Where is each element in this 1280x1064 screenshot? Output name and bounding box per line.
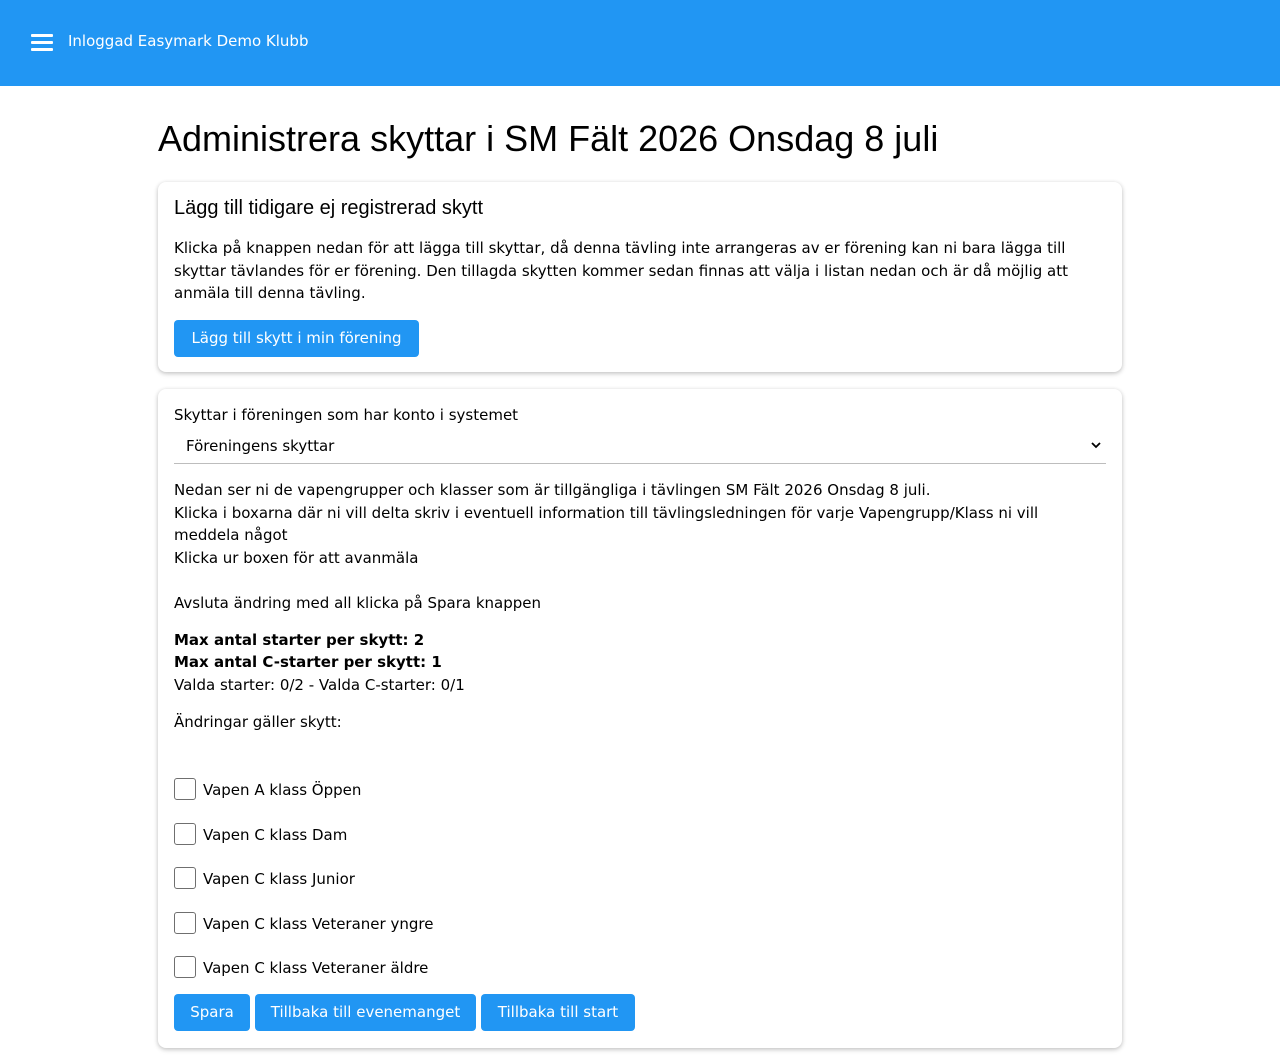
instruction-line: Klicka i boxarna där ni vill delta skriv i eventuell information till tävlingsledningen för varje Vapengrupp/Klass ni vill meddela något bbox=[174, 503, 1039, 544]
max-c-starts-text: Max antal C-starter per skytt: 1 bbox=[174, 653, 442, 671]
shooter-select-value: Föreningens skyttar bbox=[186, 437, 335, 455]
instruction-line: Avsluta ändring med all klicka på Spara knappen bbox=[174, 593, 542, 612]
back-to-event-button[interactable]: Tillbaka till evenemanget bbox=[255, 994, 476, 1031]
instruction-line: Nedan ser ni de vapengrupper och klasser som är tillgängliga i tävlingen SM Fält 2026 Onsdag 8 juli. bbox=[174, 481, 931, 499]
shooters-card bbox=[158, 389, 1122, 1048]
add-shooter-card bbox=[158, 182, 1122, 372]
class-checkbox[interactable] bbox=[174, 867, 196, 889]
add-shooter-description: Klicka på knappen nedan för att lägga till skyttar, då denna tävling inte arrangeras av er förening kan ni bara lägga till skyttar tävlandes för er förening. Den tillagda skytten kommer sedan finnas att välja i listan nedan och är då möjlig att anmäla till denna tävling. bbox=[174, 239, 1069, 302]
class-checkbox-label: Vapen A klass Öppen bbox=[203, 781, 362, 799]
max-starts-text: Max antal starter per skytt: 2 bbox=[174, 631, 425, 649]
class-checkbox-label: Vapen C klass Veteraner äldre bbox=[203, 959, 429, 977]
save-button[interactable]: Spara bbox=[174, 994, 250, 1031]
class-checkbox[interactable] bbox=[174, 956, 196, 978]
class-checkbox[interactable] bbox=[174, 912, 196, 934]
instruction-line: Klicka ur boxen för att avanmäla bbox=[174, 548, 419, 567]
add-shooter-heading: Lägg till tidigare ej registrerad skytt bbox=[174, 197, 484, 219]
class-checkbox-label: Vapen C klass Dam bbox=[203, 826, 348, 844]
shooter-select[interactable] bbox=[174, 431, 1106, 464]
class-checkbox-label: Vapen C klass Junior bbox=[203, 870, 355, 888]
class-checkbox[interactable] bbox=[174, 823, 196, 845]
top-app-bar bbox=[0, 0, 1280, 86]
instructions-text bbox=[174, 479, 1104, 614]
add-shooter-button[interactable]: Lägg till skytt i min förening bbox=[174, 320, 419, 357]
logged-in-club-title: Inloggad Easymark Demo Klubb bbox=[68, 32, 309, 50]
hamburger-menu-icon[interactable] bbox=[31, 34, 53, 52]
class-checkbox[interactable] bbox=[174, 778, 196, 800]
changes-for-shooter-text: Ändringar gäller skytt: bbox=[174, 713, 342, 731]
chevron-down-icon bbox=[1090, 439, 1102, 451]
class-checkbox-label: Vapen C klass Veteraner yngre bbox=[203, 915, 434, 933]
shooter-select-label: Skyttar i föreningen som har konto i systemet bbox=[174, 406, 519, 424]
back-to-start-button[interactable]: Tillbaka till start bbox=[481, 994, 635, 1031]
selected-starts-text: Valda starter: 0/2 - Valda C-starter: 0/1 bbox=[174, 676, 465, 694]
page-title: Administrera skyttar i SM Fält 2026 Onsdag 8 juli bbox=[158, 118, 939, 159]
